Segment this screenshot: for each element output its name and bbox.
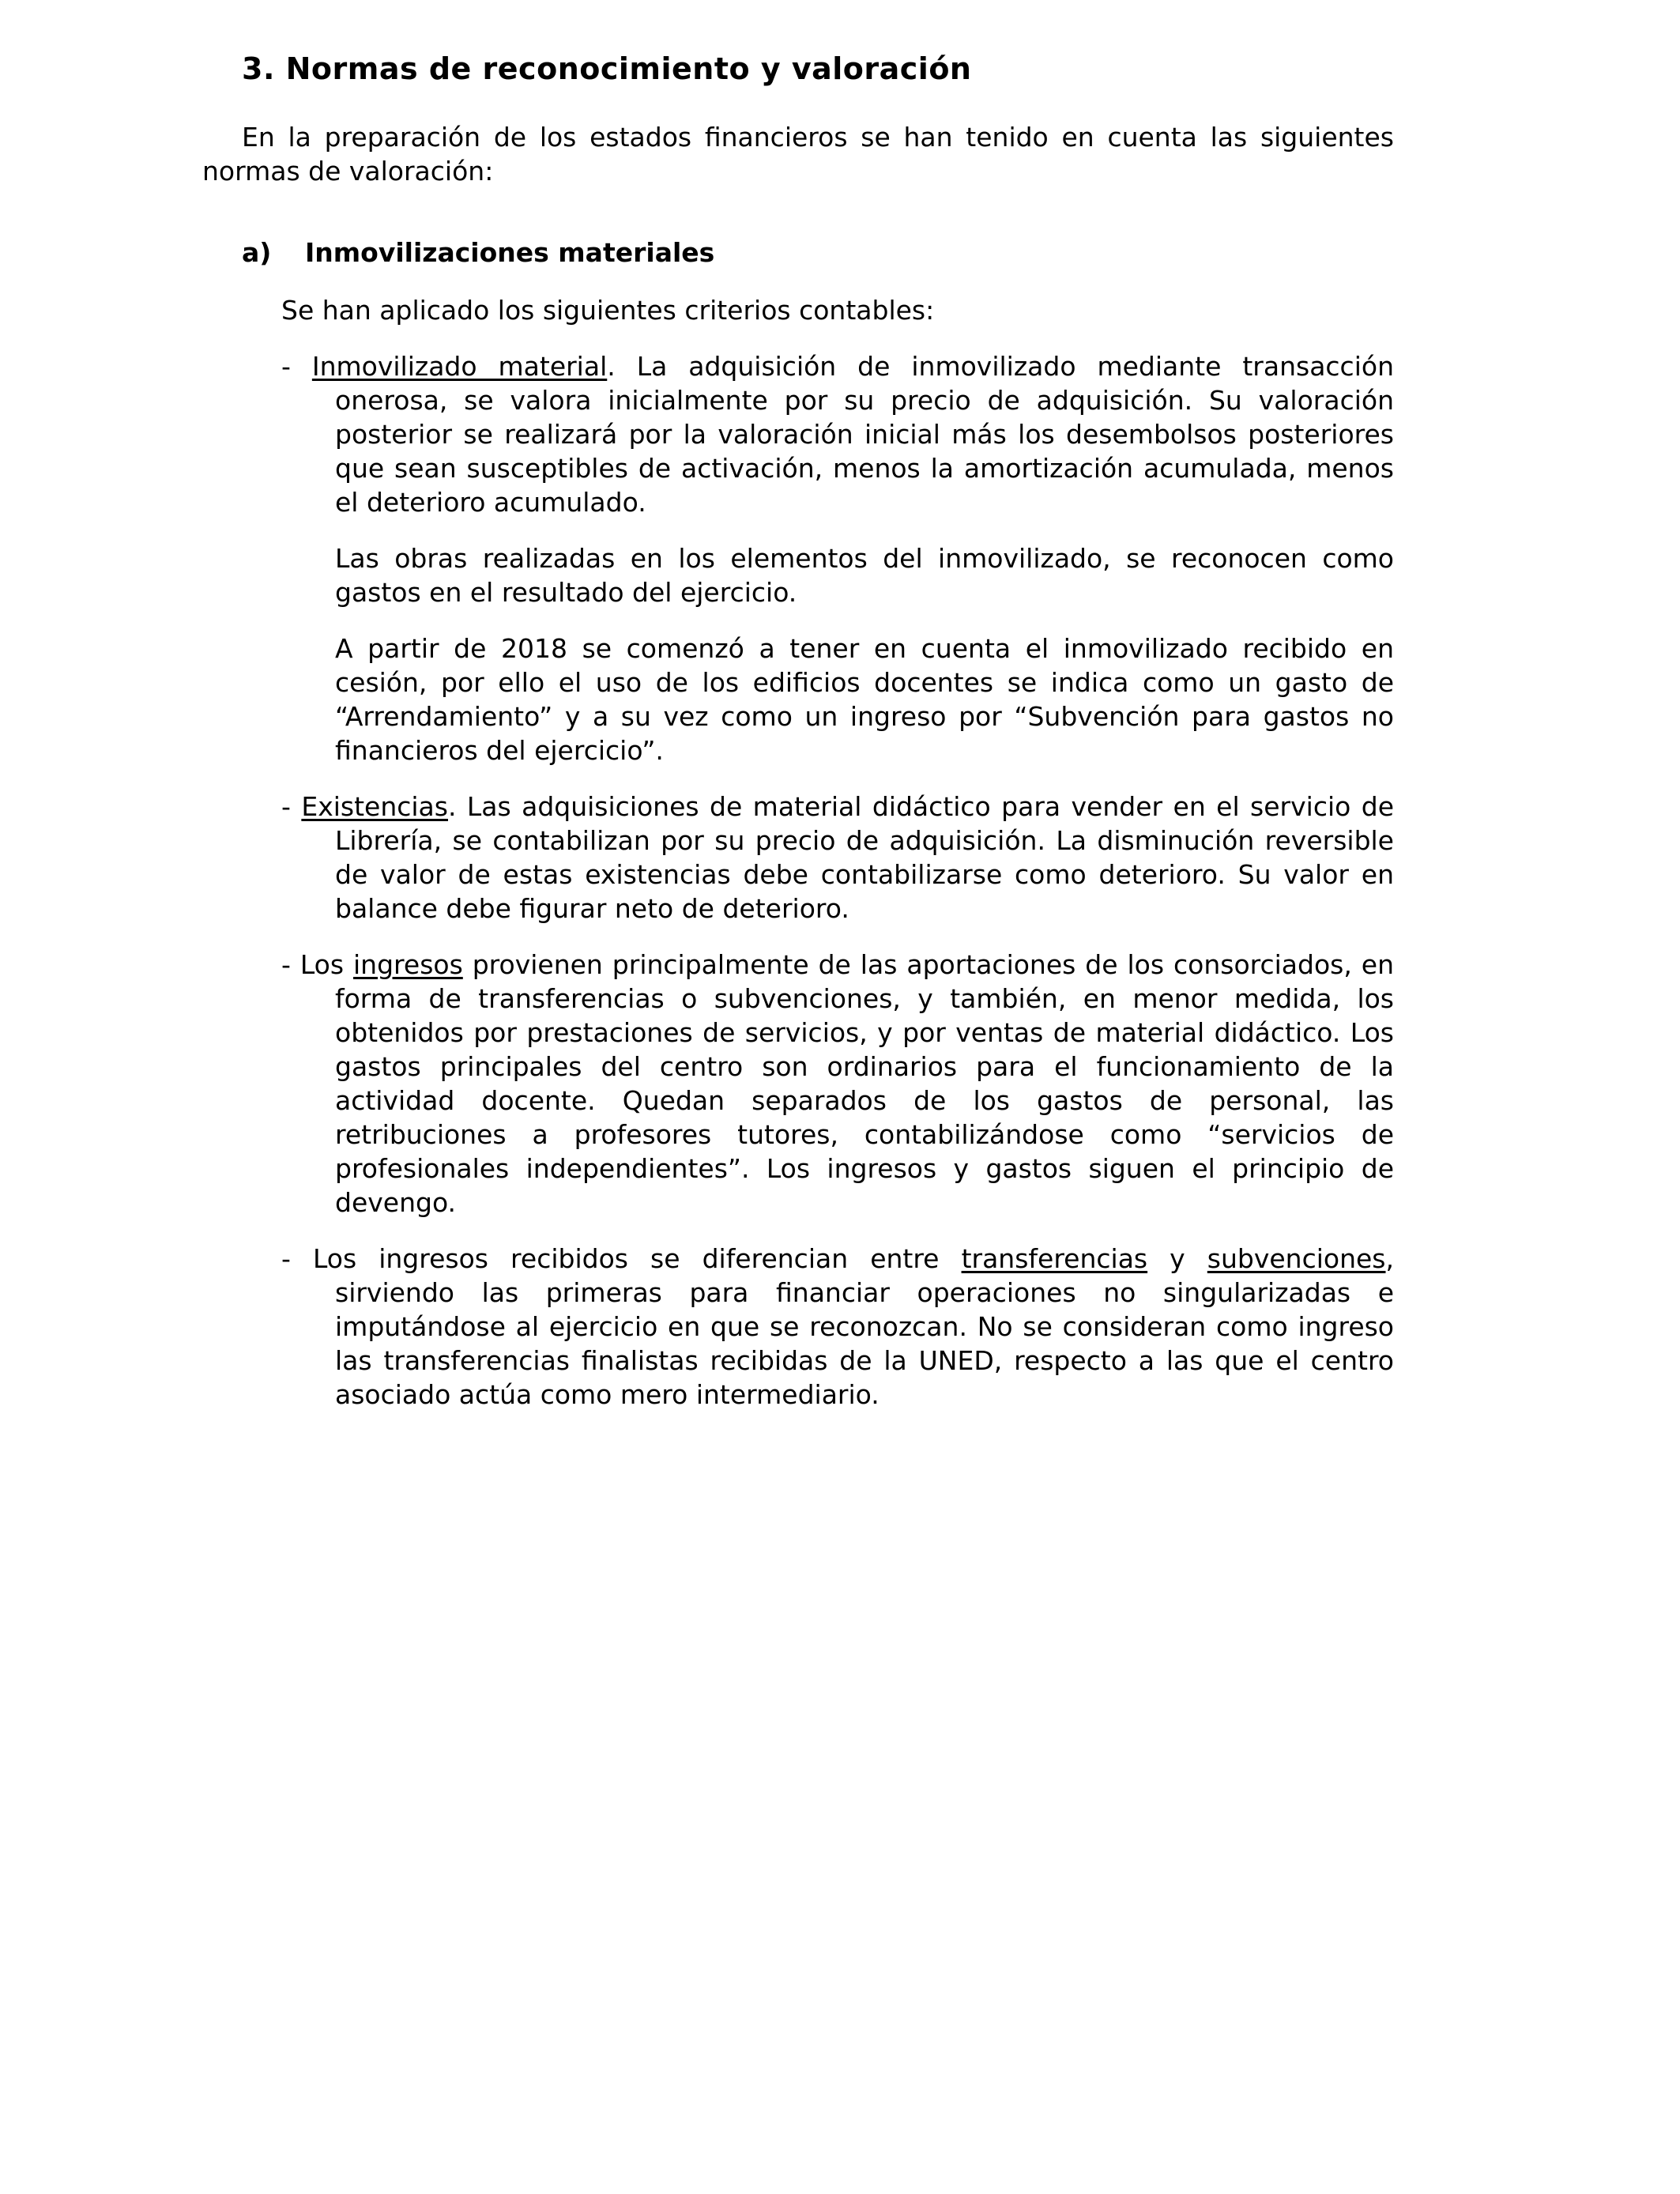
list-item-continuation: A partir de 2018 se comenzó a tener en cuenta el inmovilizado recibido en cesión, por ello el uso de los edificios docentes se indica como un gasto de “Arrendamiento” y a su vez como un ingreso por “Subvención para gastos no financieros del ejercicio”. xyxy=(335,633,1394,766)
item-dash: - xyxy=(281,351,312,382)
item-prefix: - Los ingresos recibidos se diferencian entre xyxy=(281,1243,962,1274)
item-term-subvenciones: subvenciones xyxy=(1207,1243,1386,1274)
item-prefix: - Los xyxy=(281,949,354,980)
item-text: , sirviendo las primeras para financiar operaciones no singularizadas e imputándose al ejercicio en que se reconozcan. No se consideran como ingreso las transferencias finalistas recibidas de la UNED, respecto a las que el centro asociado actúa como mero intermediario. xyxy=(335,1243,1394,1410)
item-dash: - xyxy=(281,791,302,822)
subsection-title: Inmovilizaciones materiales xyxy=(305,237,715,268)
item-term-transferencias: transferencias xyxy=(961,1243,1148,1274)
list-item-ingresos xyxy=(281,948,1394,1220)
subsection-heading xyxy=(242,236,1394,270)
item-text: . Las adquisiciones de material didáctico para vender en el servicio de Librería, se contabilizan por su precio de adquisición. La disminución reversible de valor de estas existencias debe contabilizarse como deterioro. Su valor en balance debe figurar neto de deterioro. xyxy=(335,791,1394,924)
item-term: ingresos xyxy=(353,949,463,980)
item-text: . La adquisición de inmovilizado mediante transacción onerosa, se valora inicialmente por su precio de adquisición. Su valoración posterior se realizará por la valoración inicial más los desembolsos posteriores que sean susceptibles de activación, menos la amortización acumulada, menos el deterioro acumulado. xyxy=(335,351,1394,518)
criteria-intro: Se han aplicado los siguientes criterios contables: xyxy=(281,295,935,326)
section-heading: 3. Normas de reconocimiento y valoración xyxy=(242,51,972,86)
item-term: Inmovilizado material xyxy=(311,351,608,382)
intro-paragraph: En la preparación de los estados financieros se han tenido en cuenta las siguientes normas de valoración: xyxy=(202,122,1394,187)
list-item-transferencias xyxy=(281,1242,1394,1412)
list-item-existencias xyxy=(281,790,1394,925)
item-text: provienen principalmente de las aportaciones de los consorciados, en forma de transferencias o subvenciones, y también, en menor medida, los obtenidos por prestaciones de servicios, y por ventas de material didáctico. Los gastos principales del centro son ordinarios para el funcionamiento de la actividad docente. Quedan separados de los gastos de personal, las retribuciones a profesores tutores, contabilizándose como “servicios de profesionales independientes”. Los ingresos y gastos siguen el principio de devengo. xyxy=(335,949,1395,1218)
subsection-letter: a) xyxy=(242,237,272,268)
item-conjunction: y xyxy=(1147,1243,1207,1274)
document-page xyxy=(202,49,1394,1434)
list-item-continuation: Las obras realizadas en los elementos del inmovilizado, se reconocen como gastos en el resultado del ejercicio. xyxy=(335,543,1394,608)
list-item-inmovilizado xyxy=(281,349,1394,519)
item-term: Existencias xyxy=(301,791,448,822)
